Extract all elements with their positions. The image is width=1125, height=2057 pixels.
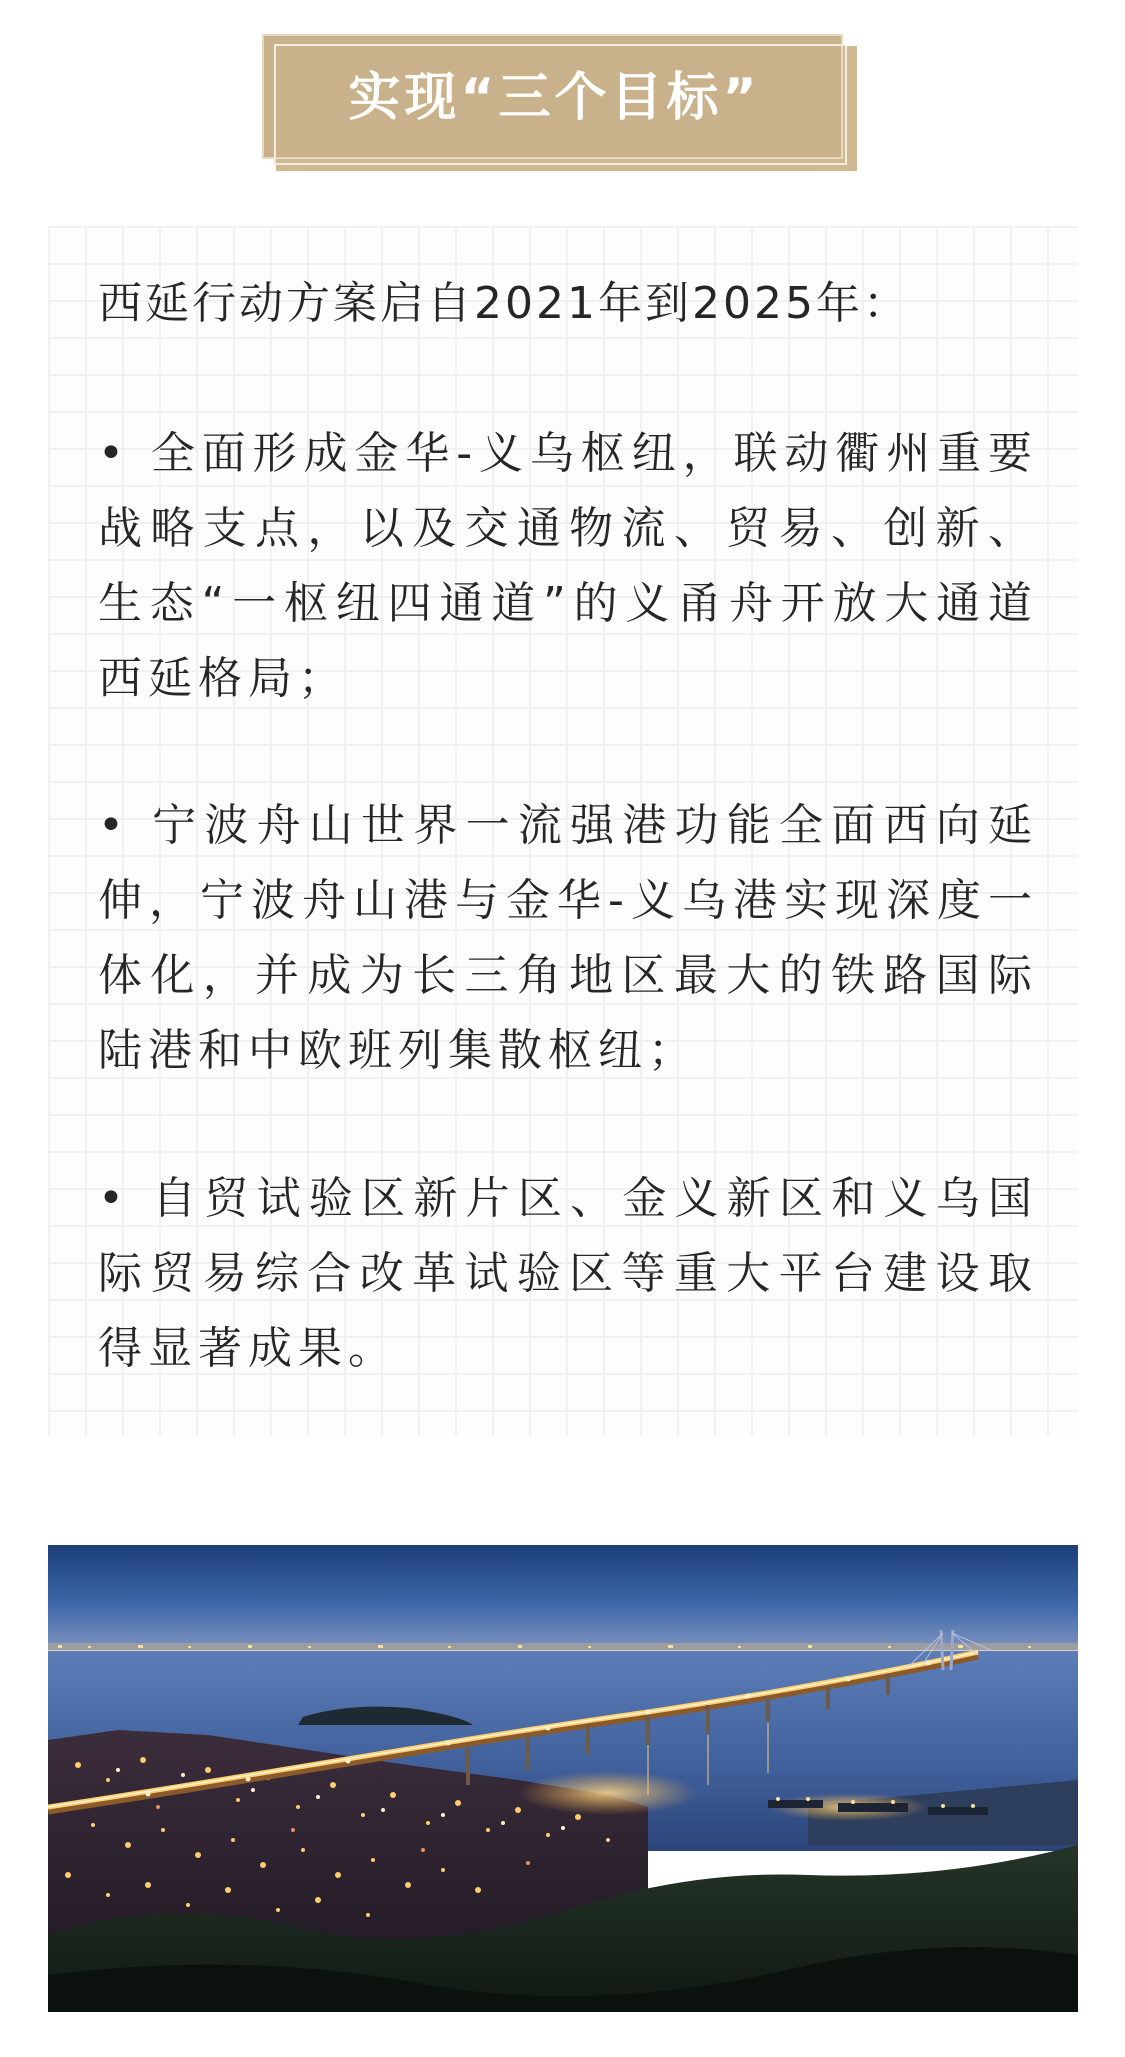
content-card bbox=[48, 226, 1078, 1436]
goal-item-1: • 全面形成金华-义乌枢纽，联动衢州重要战略支点，以及交通物流、贸易、创新、生态“一枢纽四通道”的义甬舟开放大通道西延格局； bbox=[98, 428, 1038, 704]
section-title: 实现“三个目标” bbox=[348, 68, 761, 128]
title-banner-plate bbox=[262, 34, 843, 159]
goal-item-2: • 宁波舟山世界一流强港功能全面西向延伸，宁波舟山港与金华-义乌港实现深度一体化，并成为长三角地区最大的铁路国际陆港和中欧班列集散枢纽； bbox=[98, 800, 1038, 1076]
goal-item-3: • 自贸试验区新片区、金义新区和义乌国际贸易综合改革试验区等重大平台建设取得显著成果。 bbox=[98, 1173, 1038, 1374]
section-title-banner bbox=[262, 34, 857, 171]
lead-sentence: 西延行动方案启自2021年到2025年： bbox=[98, 278, 910, 329]
night-bridge-photo bbox=[48, 1545, 1078, 2012]
